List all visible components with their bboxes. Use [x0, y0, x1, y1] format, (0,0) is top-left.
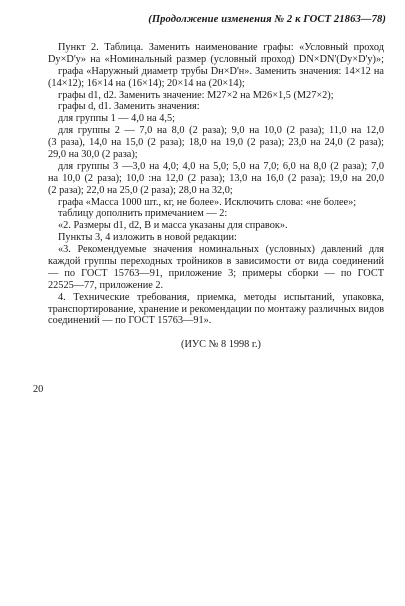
text-line: для группы 1 — 4,0 на 4,5; — [58, 113, 176, 125]
text-line: Пункт 2. Таблица. Заменить наименование графы: «Условный проход — [58, 42, 384, 53]
text-line: графа «Наружный диаметр трубы Dн×D'н». Заменить значения: 14×12 на — [58, 65, 384, 77]
text-line: (14×12); 16×14 на (16×14); 20×14 на (20×14); — [48, 77, 245, 89]
text-line: — по ГОСТ 15763—91, приложение 3; примеры сборки — по ГОСТ — [48, 267, 384, 279]
text-line: на 10,0 (2 раза); 10,0 :на 12,0 (2 раза); 13,0 на 16,0 (2 раза); 19,0 на 20,0 — [48, 172, 384, 184]
spacer — [48, 327, 384, 339]
text-line: 29,0 на 30,0 (2 раза); — [48, 149, 138, 161]
text-line: каждой группы переходных тройников в зависимости от вида соединений — [48, 256, 384, 268]
text-line: графа «Масса 1000 шт., кг, не более». Исключить слова: «не более»; — [58, 196, 357, 208]
page-header: (Продолжение изменения № 2 к ГОСТ 21863—78) — [148, 14, 386, 25]
text-lines — [48, 42, 384, 327]
text-line: таблицу дополнить примечанием — 2: — [58, 208, 228, 220]
text-line: соединений — по ГОСТ 15763—91». — [48, 315, 212, 327]
document-body — [48, 42, 384, 351]
text-line: для группы 2 — 7,0 на 8,0 (2 раза); 9,0 на 10,0 (2 раза); 11,0 на 12,0 — [58, 125, 384, 137]
text-line: транспортирование, хранение и рекомендации по монтажу различных видов — [48, 303, 385, 315]
text-line: (3 раза), 14,0 на 15,0 (2 раза); 18,0 на 19,0 (2 раза); 23,0 на 24,0 (2 раза); — [48, 137, 384, 149]
text-line: графы d1, d2. Заменить значение: М27×2 на М26×1,5 (М27×2); — [58, 89, 334, 101]
ius-reference: (ИУС № 8 1998 г.) — [181, 339, 261, 351]
text-line: графы d, d1. Заменить значения: — [58, 101, 200, 113]
page-number: 20 — [33, 384, 44, 395]
text-line: 4. Технические требования, приемка, методы испытаний, упаковка, — [58, 291, 384, 303]
text-line: Dy×D'y» на «Номинальный размер (условный проход) DN×DN'(Dy×D'y)»; — [48, 53, 384, 65]
text-line: (2 раза); 22,0 на 25,0 (2 раза); 28,0 на 32,0; — [48, 184, 233, 196]
text-line: 22525—77, приложение 2. — [48, 279, 164, 291]
text-line: «2. Размеры d1, d2, В и масса указаны для справок». — [58, 220, 288, 232]
text-line: Пункты 3, 4 изложить в новой редакции: — [58, 232, 237, 244]
text-line: «3. Рекомендуемые значения номинальных (условных) давлений для — [58, 244, 384, 256]
text-line: для группы 3 —3,0 на 4,0; 4,0 на 5,0; 5,0 на 7,0; 6,0 на 8,0 (2 раза); 7,0 — [58, 160, 384, 172]
